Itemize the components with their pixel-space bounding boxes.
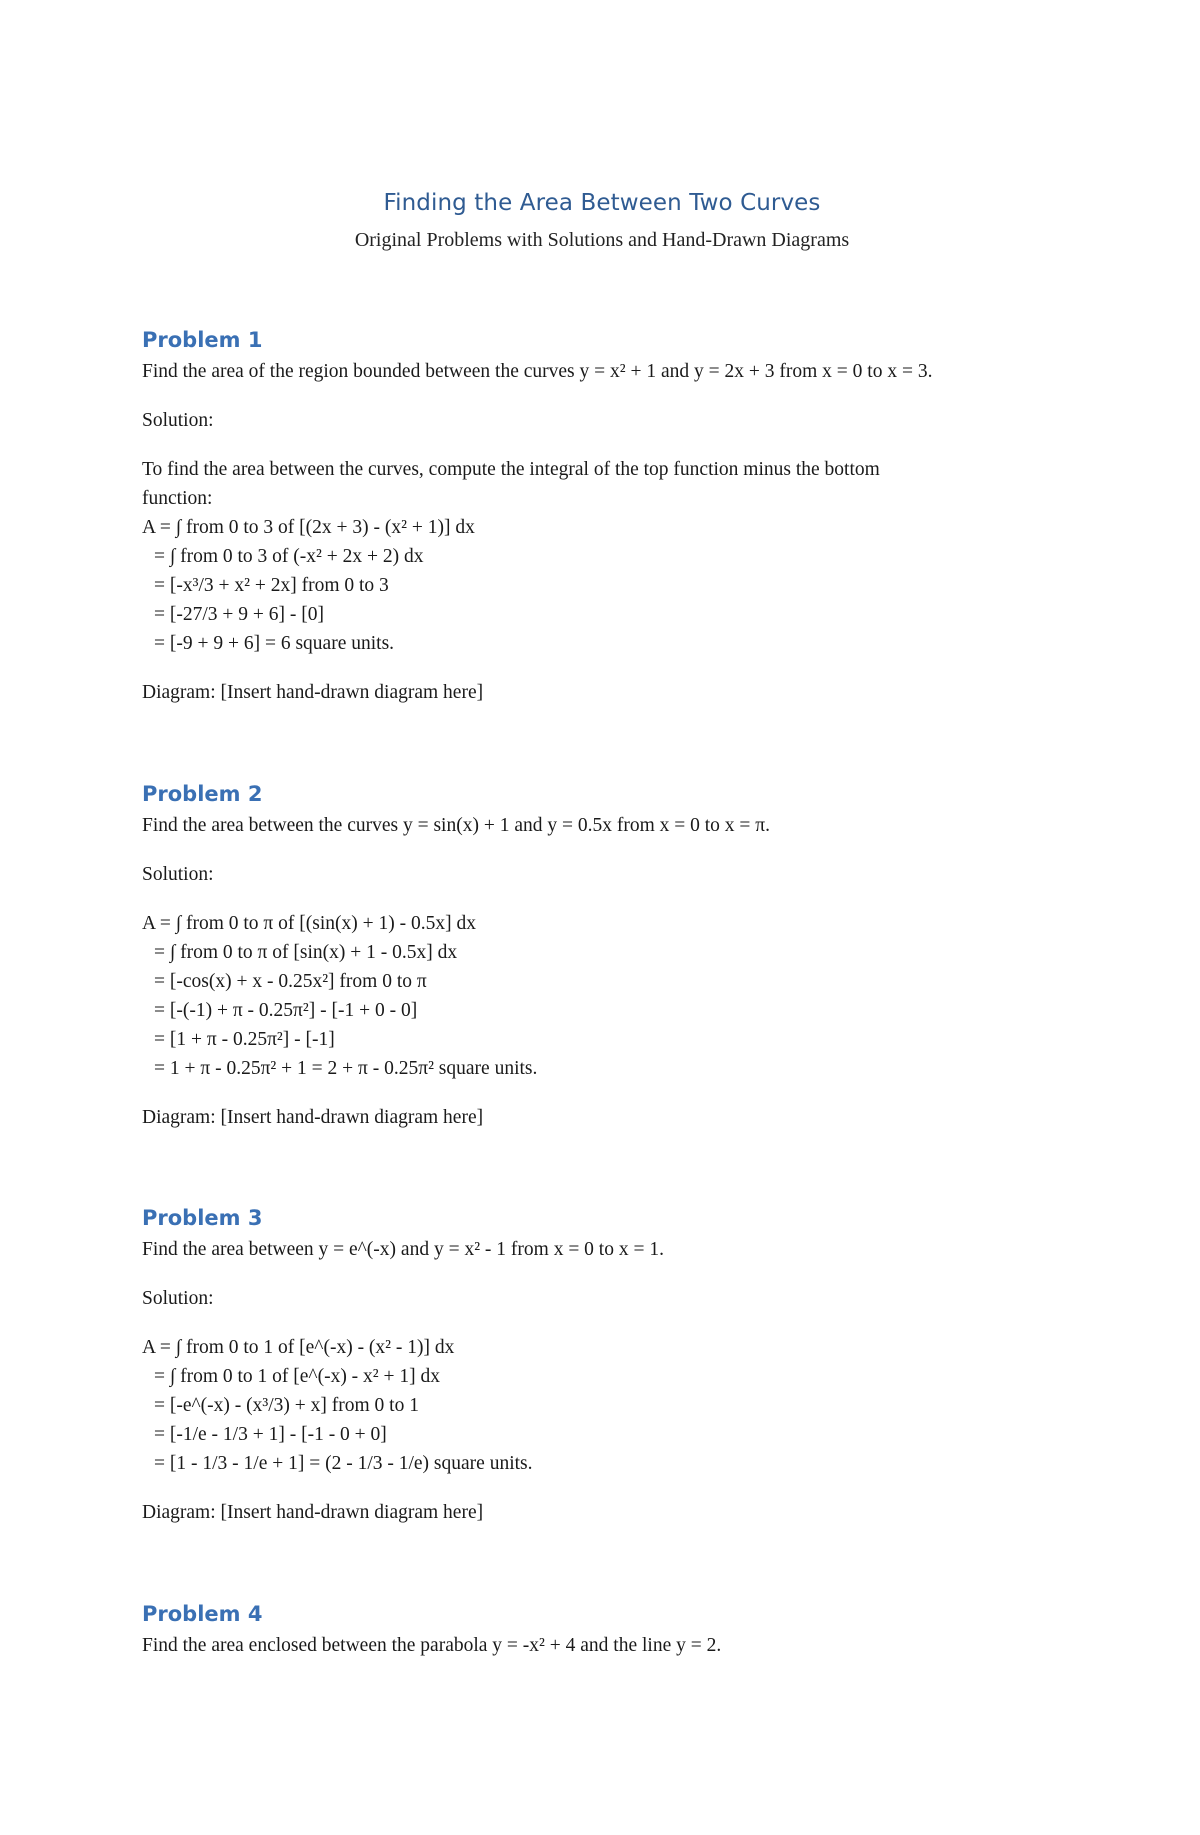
document-subtitle: Original Problems with Solutions and Hand-Drawn Diagrams xyxy=(354,229,850,251)
solution-label: Solution: xyxy=(142,1288,214,1309)
solution-step: = [-e^(-x) - (x³/3) + x] from 0 to 1 xyxy=(154,1395,419,1416)
solution-step: = [1 - 1/3 - 1/e + 1] = (2 - 1/3 - 1/e) square units. xyxy=(154,1453,533,1474)
solution-step: A = ∫ from 0 to 1 of [e^(-x) - (x² - 1)] dx xyxy=(142,1337,455,1358)
solution-step: = [-1/e - 1/3 + 1] - [-1 - 0 + 0] xyxy=(154,1424,387,1445)
document-title: Finding the Area Between Two Curves xyxy=(383,190,821,216)
problem-statement: Find the area between y = e^(-x) and y = x² - 1 from x = 0 to x = 1. xyxy=(142,1239,664,1260)
solution-intro: To find the area between the curves, compute the integral of the top function minus the bottom xyxy=(142,459,880,480)
solution-step: = [1 + π - 0.25π²] - [-1] xyxy=(154,1029,335,1050)
solution-step: A = ∫ from 0 to π of [(sin(x) + 1) - 0.5x] dx xyxy=(142,913,476,934)
problem-3 xyxy=(142,1201,1062,1527)
problem-heading: Problem 4 xyxy=(142,1602,263,1626)
solution-step: = [-(-1) + π - 0.25π²] - [-1 + 0 - 0] xyxy=(154,1000,418,1021)
solution-step: = [-27/3 + 9 + 6] - [0] xyxy=(154,604,324,625)
diagram-placeholder: Diagram: [Insert hand-drawn diagram here] xyxy=(142,1502,484,1523)
solution-step: A = ∫ from 0 to 3 of [(2x + 3) - (x² + 1)] dx xyxy=(142,517,475,538)
solution-step: = ∫ from 0 to π of [sin(x) + 1 - 0.5x] dx xyxy=(154,942,458,963)
solution-label: Solution: xyxy=(142,864,214,885)
problem-statement: Find the area of the region bounded between the curves y = x² + 1 and y = 2x + 3 from x = 0 to x = 3. xyxy=(142,361,933,382)
solution-step: = [-cos(x) + x - 0.25x²] from 0 to π xyxy=(154,971,427,992)
solution-step: = ∫ from 0 to 1 of [e^(-x) - x² + 1] dx xyxy=(154,1366,441,1387)
problem-heading: Problem 1 xyxy=(142,328,263,352)
solution-step: = [-9 + 9 + 6] = 6 square units. xyxy=(154,633,395,654)
solution-step: = ∫ from 0 to 3 of (-x² + 2x + 2) dx xyxy=(154,546,424,567)
solution-intro-continued: function: xyxy=(142,488,213,509)
problem-statement: Find the area between the curves y = sin(x) + 1 and y = 0.5x from x = 0 to x = π. xyxy=(142,815,771,836)
diagram-placeholder: Diagram: [Insert hand-drawn diagram here] xyxy=(142,682,484,703)
problem-statement: Find the area enclosed between the parabola y = -x² + 4 and the line y = 2. xyxy=(142,1635,722,1656)
problem-4 xyxy=(142,1597,1062,1660)
problem-heading: Problem 3 xyxy=(142,1206,263,1230)
problem-1 xyxy=(142,323,1062,707)
solution-step: = 1 + π - 0.25π² + 1 = 2 + π - 0.25π² square units. xyxy=(154,1058,538,1079)
problem-heading: Problem 2 xyxy=(142,782,263,806)
solution-step: = [-x³/3 + x² + 2x] from 0 to 3 xyxy=(154,575,389,596)
solution-label: Solution: xyxy=(142,410,214,431)
diagram-placeholder: Diagram: [Insert hand-drawn diagram here] xyxy=(142,1107,484,1128)
problem-2 xyxy=(142,777,1062,1132)
